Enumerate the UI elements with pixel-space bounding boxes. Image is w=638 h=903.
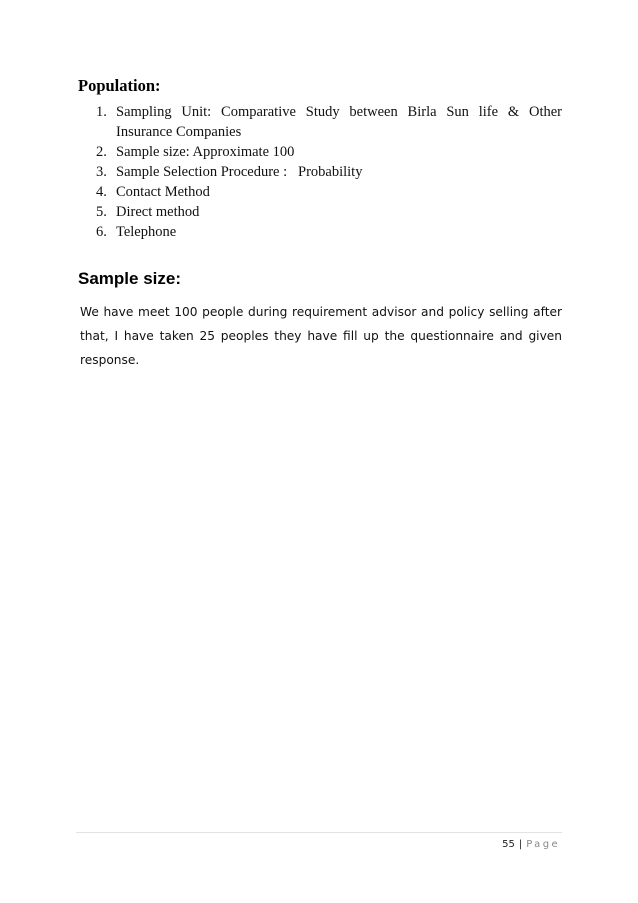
list-item-number: 1.	[96, 104, 107, 120]
list-item-text: Telephone	[116, 224, 177, 240]
sampling-list	[96, 102, 562, 242]
list-item	[96, 222, 562, 242]
page-footer	[502, 838, 560, 852]
list-item-number: 2.	[96, 144, 107, 160]
list-item-text: Sample size: Approximate 100	[116, 144, 295, 160]
list-item-text: Direct method	[116, 204, 200, 220]
footer-separator: |	[518, 839, 523, 850]
list-item-text: Contact Method	[116, 184, 210, 200]
sample-size-heading: Sample size:	[78, 269, 181, 288]
list-item	[96, 202, 562, 222]
list-item-number: 5.	[96, 204, 107, 220]
list-item	[96, 182, 562, 202]
list-item-text: Sample Selection Procedure : Probability	[116, 164, 363, 180]
page-label: Page	[526, 839, 560, 850]
list-item	[96, 102, 562, 142]
list-item-number: 3.	[96, 164, 107, 180]
sample-size-paragraph: We have meet 100 people during requirement advisor and policy selling after that, I have taken 25 peoples they have fill up the questionnaire and given response.	[80, 305, 562, 367]
population-heading: Population:	[78, 76, 161, 95]
list-item-text: Sampling Unit: Comparative Study between Birla Sun life & Other Insurance Companies	[116, 104, 562, 140]
list-item-number: 6.	[96, 224, 107, 240]
list-item-number: 4.	[96, 184, 107, 200]
list-item	[96, 142, 562, 162]
page-number: 55	[502, 839, 515, 850]
list-item	[96, 162, 562, 182]
footer-divider	[76, 832, 562, 833]
